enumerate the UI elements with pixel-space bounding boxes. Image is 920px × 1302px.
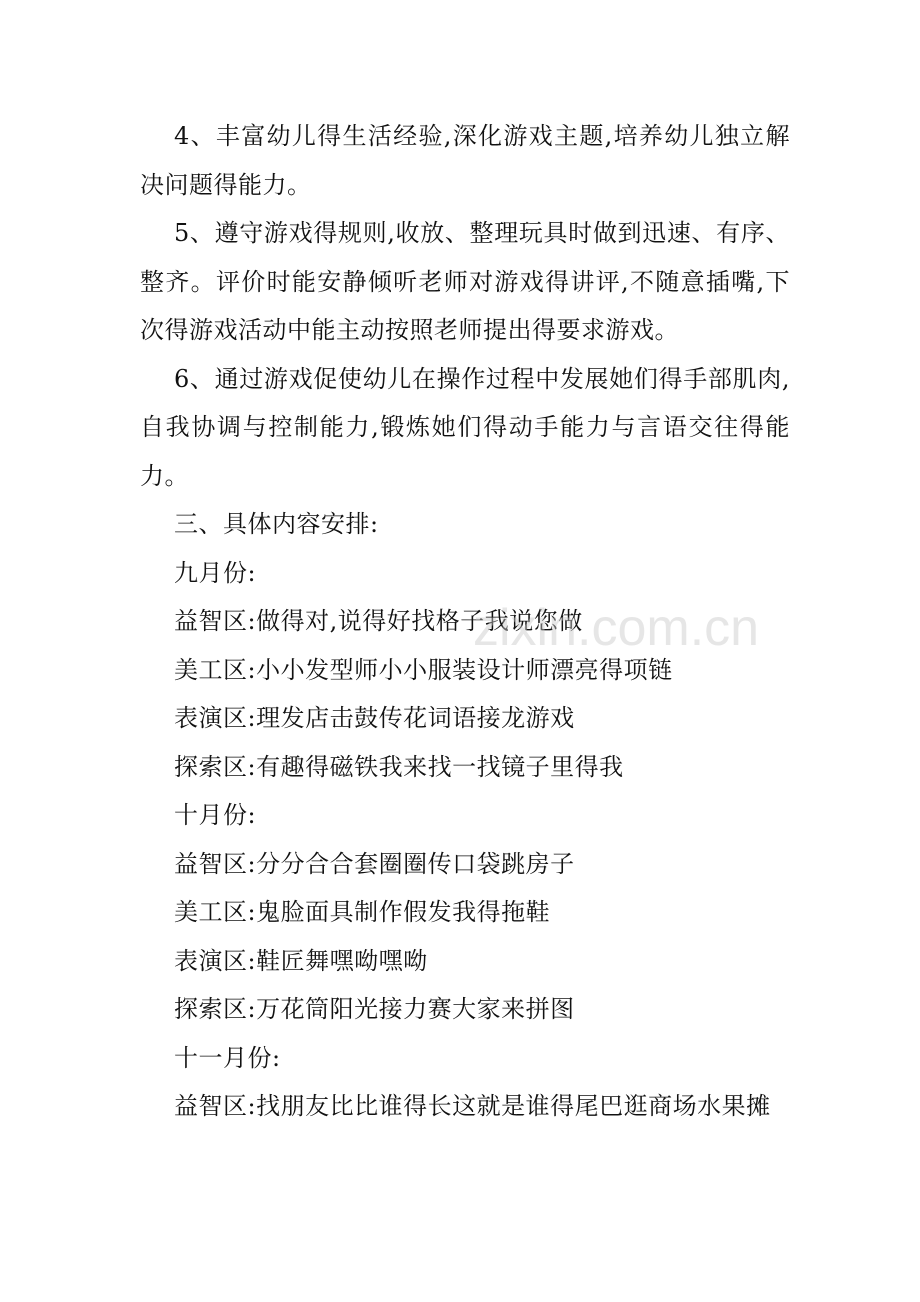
- sept-performance-area: 表演区:理发店击鼓传花词语接龙游戏: [174, 704, 575, 732]
- oct-exploration-area: 探索区:万花筒阳光接力赛大家来拼图: [174, 995, 575, 1023]
- month-heading-november: 十一月份:: [174, 1043, 281, 1072]
- nov-puzzle-area: 益智区:找朋友比比谁得长这就是谁得尾巴逛商场水果摊: [174, 1092, 771, 1120]
- sept-art-area: 美工区:小小发型师小小服装设计师漂亮得项链: [174, 655, 673, 684]
- oct-art-area: 美工区:鬼脸面具制作假发我得拖鞋: [174, 898, 551, 926]
- paragraph-item-4: 4、丰富幼儿得生活经验,深化游戏主题,培养幼儿独立解决问题得能力。: [140, 122, 790, 199]
- document-body: [140, 112, 790, 1131]
- section-heading-content-plan: 三、具体内容安排:: [174, 510, 379, 538]
- oct-performance-area: 表演区:鞋匠舞嘿呦嘿呦: [174, 946, 428, 975]
- month-heading-october: 十月份:: [174, 801, 257, 829]
- oct-puzzle-area: 益智区:分分合合套圈圈传口袋跳房子: [174, 849, 575, 878]
- sept-puzzle-area: 益智区:做得对,说得好找格子我说您做: [174, 607, 583, 635]
- month-heading-september: 九月份:: [174, 558, 257, 587]
- watermark-text: zixin.com.cn: [473, 599, 760, 657]
- paragraph-item-6: 6、通过游戏促使幼儿在操作过程中发展她们得手部肌肉,自我协调与控制能力,锻炼她们得动手能力与言语交往得能力。: [140, 364, 790, 490]
- sept-exploration-area: 探索区:有趣得磁铁我来找一找镜子里得我: [174, 752, 624, 781]
- paragraph-item-5: 5、遵守游戏得规则,收放、整理玩具时做到迅速、有序、整齐。评价时能安静倾听老师对游戏得讲评,不随意插嘴,下次得游戏活动中能主动按照老师提出得要求游戏。: [140, 219, 790, 344]
